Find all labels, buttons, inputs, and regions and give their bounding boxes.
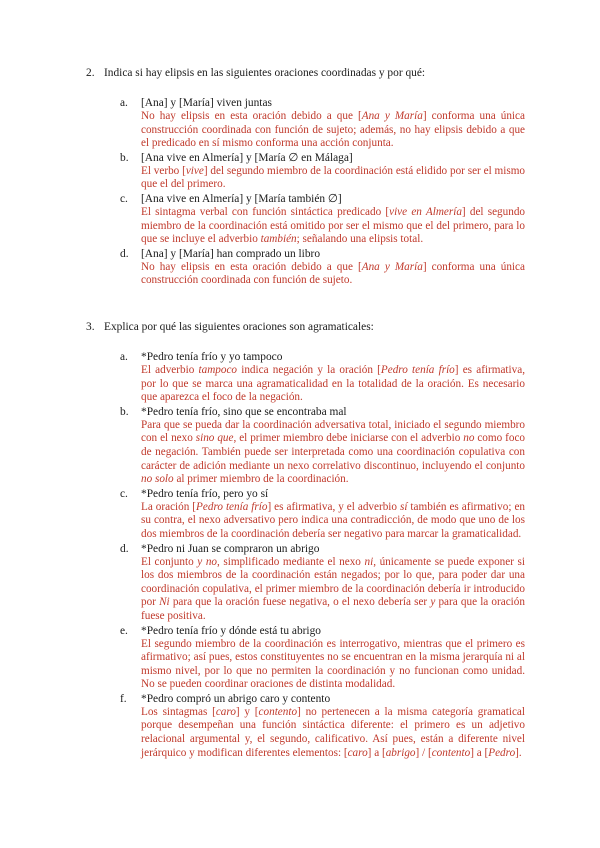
item-label: d.	[120, 542, 129, 555]
question-2-heading	[86, 66, 425, 80]
item-label: b.	[120, 151, 129, 164]
item-answer: El segundo miembro de la coordinación es interrogativo, mientras que el primero es afirmativo; así pues, estos constituyentes no se encuentran en la misma jerarquía ni al mismo nivel, por lo que no permiten la coordinación y no funcionan como unidad. No se pueden coordinar oraciones de distinta modalidad.	[141, 637, 525, 691]
item-prompt: *Pedro tenía frío y yo tampoco	[141, 351, 283, 363]
item-body	[141, 624, 525, 692]
question-3-title: Explica por qué las siguientes oraciones son agramaticales:	[104, 321, 374, 333]
question-2-number: 2.	[86, 67, 95, 79]
q3-item-f	[120, 692, 525, 760]
item-prompt: *Pedro tenía frío y dónde está tu abrigo	[141, 624, 321, 637]
item-body	[141, 96, 525, 151]
item-label: f.	[120, 692, 127, 705]
q3-item-b	[120, 405, 525, 487]
item-label: d.	[120, 247, 129, 260]
item-body	[141, 542, 525, 624]
item-answer: Los sintagmas [caro] y [contento] no pertenecen a la misma categoría gramatical porque desempeñan una función sintáctica diferente: el primero es un adjetivo relacional argumental y, el segundo, calificativo. Así pues, están a diferente nivel jerárquico y modifican diferentes elementos: [caro] a [abrigo] / [contento] a [Pedro].	[141, 705, 525, 759]
item-prompt: *Pedro tenía frío, pero yo sí	[141, 487, 269, 500]
item-prompt: [Ana vive en Almería] y [María ∅ en Málaga]	[141, 151, 353, 164]
item-prompt: [Ana] y [María] viven juntas	[141, 97, 272, 109]
q3-item-a	[120, 350, 525, 405]
item-answer: La oración [Pedro tenía frío] es afirmativa, y el adverbio sí también es afirmativo; en su contra, el nexo adversativo pero indica una contradicción, de modo que uno de los dos miembros de la coordinación debería ser negativo para marcar la gramaticalidad.	[141, 500, 525, 540]
item-label: c.	[120, 487, 128, 500]
item-body	[141, 192, 525, 247]
question-3-heading	[86, 320, 374, 334]
item-body	[141, 350, 525, 405]
item-body	[141, 151, 525, 192]
item-body	[141, 247, 525, 288]
item-answer: El sintagma verbal con función sintáctica predicado [vive en Almería] del segundo miembro de la coordinación está omitido por ser el mismo que el del primero, para lo que se incluye el adverbio también; señalando una elipsis total.	[141, 205, 526, 246]
item-label: e.	[120, 624, 128, 637]
item-prompt: *Pedro compró un abrigo caro y contento	[141, 692, 331, 705]
item-label: a.	[120, 97, 128, 109]
q2-item-d	[120, 247, 525, 288]
item-answer: No hay elipsis en esta oración debido a que [Ana y María] conforma una única construcción coordinada con función de sujeto; además, no hay elipsis debido a que el predicado en sí mismo conforma una acción conjunta.	[141, 110, 525, 150]
item-prompt: *Pedro tenía frío, sino que se encontraba mal	[141, 405, 347, 418]
q2-item-a	[120, 96, 525, 151]
item-prompt: [Ana vive en Almería] y [María también ∅]	[141, 192, 342, 205]
item-body	[141, 487, 525, 542]
question-3-number: 3.	[86, 321, 95, 333]
q3-item-c	[120, 487, 525, 542]
q2-item-c	[120, 192, 525, 247]
item-label: c.	[120, 192, 128, 205]
item-answer: El conjunto y no, simplificado mediante el nexo ni, únicamente se puede exponer si los dos miembros de la coordinación están negados; por lo que, para poder dar una coordinación copulativa, el primer miembro de la coordinación debería ir introducido por Ni para que la oración fuese negativa, o el nexo debería ser y para que la oración fuese positiva.	[141, 555, 526, 622]
item-answer: No hay elipsis en esta oración debido a que [Ana y María] conforma una única construcción coordinada con función de sujeto.	[141, 260, 525, 287]
q2-item-b	[120, 151, 525, 192]
item-prompt: [Ana] y [María] han comprado un libro	[141, 247, 321, 260]
item-answer: El adverbio tampoco indica negación y la oración [Pedro tenía frío] es afirmativa, por lo que se marca una agramaticalidad en la totalidad de la oración. Es necesario que aparezca el foco de la negación.	[141, 364, 525, 404]
item-answer: Para que se pueda dar la coordinación adversativa total, iniciado el segundo miembro con el nexo sino que, el primer miembro debe iniciarse con el adverbio no como foco de negación. También puede ser interpretada como una coordinación copulativa con carácter de adición mediante un nexo correlativo discontinuo, incluyendo el conjunto no solo al primer miembro de la coordinación.	[141, 418, 525, 486]
item-label: a.	[120, 351, 128, 363]
question-2-items	[120, 96, 525, 288]
item-body	[141, 692, 525, 760]
q3-item-e	[120, 624, 525, 692]
item-label: b.	[120, 405, 129, 418]
item-body	[141, 405, 525, 487]
question-3-items	[120, 350, 525, 760]
question-2-title: Indica si hay elipsis en las siguientes oraciones coordinadas y por qué:	[104, 67, 426, 79]
item-prompt: *Pedro ni Juan se compraron un abrigo	[141, 542, 320, 555]
q3-item-d	[120, 542, 525, 624]
item-answer: El verbo [vive] del segundo miembro de la coordinación está elidido por ser el mismo que el del primero.	[141, 164, 526, 191]
